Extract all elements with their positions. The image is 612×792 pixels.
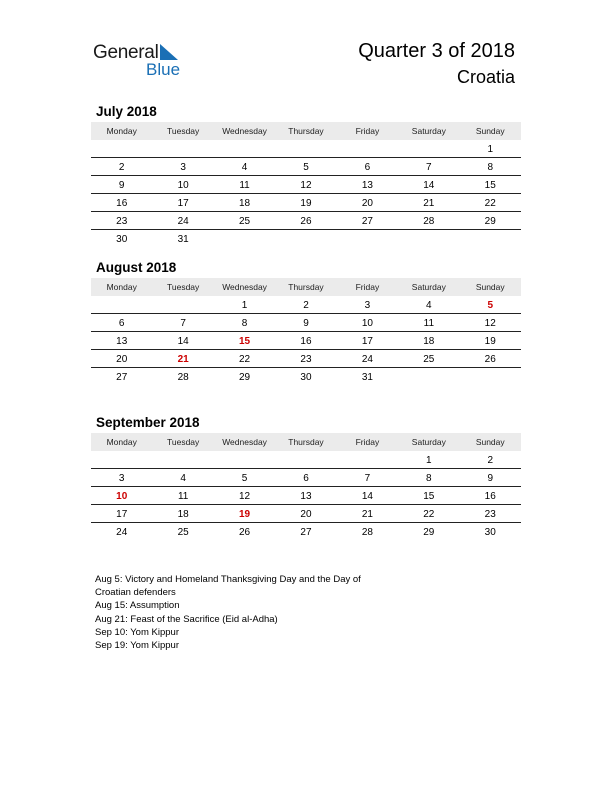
day-cell: 15: [423, 490, 435, 502]
day-cell: 7: [364, 472, 371, 484]
weekday-header: [91, 433, 521, 451]
week-row: [91, 231, 521, 247]
day-cell: 1: [426, 454, 432, 466]
day-cell: 15: [484, 179, 496, 191]
day-cell: 18: [423, 335, 435, 347]
day-cell: 30: [300, 371, 312, 383]
day-cell: 23: [484, 508, 496, 520]
holiday-note: Aug 15: Assumption: [95, 600, 180, 612]
day-cell: 27: [300, 526, 312, 538]
day-cell: 5: [303, 161, 309, 173]
day-cell: 6: [118, 317, 125, 329]
day-cell: 14: [361, 490, 373, 502]
weekday-label: Monday: [106, 126, 137, 136]
day-cell: 3: [118, 472, 125, 484]
day-cell: 22: [484, 197, 496, 209]
day-cell: 12: [484, 317, 496, 329]
day-cell: 22: [423, 508, 435, 520]
day-cell: 10: [177, 179, 189, 191]
weekday-label: Sunday: [475, 126, 505, 136]
day-cell: 29: [423, 526, 435, 538]
day-cell: 4: [426, 299, 432, 311]
holiday-note: Croatian defenders: [95, 587, 176, 599]
day-cell: 8: [426, 472, 432, 484]
week-row: [91, 195, 521, 212]
day-cell: 2: [487, 454, 494, 466]
weekday-label: Tuesday: [166, 126, 200, 136]
holiday-note: Sep 10: Yom Kippur: [95, 626, 179, 638]
week-row: [91, 524, 521, 540]
week-row: [91, 470, 521, 487]
day-cell: 9: [487, 472, 494, 484]
day-cell: 28: [423, 215, 435, 227]
logo-flag-icon: [160, 44, 178, 60]
month-august: [91, 260, 521, 385]
weekday-label: Saturday: [411, 282, 446, 292]
weekday-header: [91, 122, 521, 140]
day-cell: 16: [116, 197, 128, 209]
weekday-label: Sunday: [475, 282, 505, 292]
week-row: [91, 315, 521, 332]
day-cell: 11: [177, 490, 189, 502]
day-cell: 29: [484, 215, 496, 227]
day-cell: 24: [361, 353, 373, 365]
day-cell: 19: [300, 197, 312, 209]
day-cell: 19: [484, 335, 496, 347]
day-cell: 15: [238, 335, 251, 347]
day-cell: 31: [361, 371, 373, 383]
weekday-label: Monday: [106, 437, 137, 447]
day-cell: 4: [180, 472, 186, 484]
day-cell: 28: [177, 371, 189, 383]
day-cell: 7: [426, 161, 432, 173]
day-cell: 20: [361, 197, 373, 209]
day-cell: 27: [361, 215, 373, 227]
week-row: [91, 177, 521, 194]
day-cell: 9: [303, 317, 309, 329]
day-cell: 20: [116, 353, 128, 365]
holiday-note: Aug 21: Feast of the Sacrifice (Eid al-Adha): [95, 613, 278, 625]
month-july: [91, 104, 521, 247]
logo-blue-text: Blue: [146, 60, 181, 79]
day-cell: 6: [364, 161, 371, 173]
weekday-label: Saturday: [411, 437, 446, 447]
month-title: July 2018: [96, 104, 157, 119]
day-cell: 30: [116, 233, 128, 245]
day-cell: 13: [361, 179, 373, 191]
day-cell: 2: [303, 299, 309, 311]
day-cell: 14: [423, 179, 435, 191]
day-cell: 12: [300, 179, 312, 191]
day-cell: 21: [423, 197, 435, 209]
weekday-label: Saturday: [411, 126, 446, 136]
day-cell: 2: [118, 161, 125, 173]
month-september: [91, 415, 521, 540]
day-cell: 25: [423, 353, 435, 365]
weekday-header: [91, 278, 521, 296]
day-cell: 23: [300, 353, 312, 365]
day-cell: 11: [423, 317, 435, 329]
weekday-label: Thursday: [288, 126, 324, 136]
day-cell: 14: [177, 335, 189, 347]
week-row: [91, 351, 521, 368]
month-title: August 2018: [96, 260, 177, 275]
day-cell: 27: [116, 371, 128, 383]
day-cell: 24: [177, 215, 189, 227]
week-row: [91, 159, 521, 176]
day-cell: 16: [484, 490, 496, 502]
day-cell: 3: [364, 299, 371, 311]
weekday-label: Tuesday: [166, 282, 200, 292]
day-cell: 4: [241, 161, 248, 173]
country-name: Croatia: [456, 67, 515, 87]
weekday-label: Friday: [355, 437, 380, 447]
holiday-note: Aug 5: Victory and Homeland Thanksgiving Day and the Day of: [95, 574, 361, 585]
weekday-label: Wednesday: [222, 126, 267, 136]
day-cell: 1: [241, 299, 248, 311]
day-cell: 7: [180, 317, 186, 329]
week-row: [91, 369, 521, 385]
day-cell: 13: [300, 490, 312, 502]
day-cell: 16: [300, 335, 312, 347]
weekday-label: Thursday: [288, 282, 324, 292]
day-cell: 6: [303, 472, 309, 484]
day-cell: 5: [487, 299, 494, 311]
page-title: Quarter 3 of 2018: [358, 40, 515, 62]
weekday-label: Monday: [106, 282, 137, 292]
day-cell: 17: [116, 508, 128, 520]
day-cell: 3: [180, 161, 186, 173]
weekday-label: Thursday: [288, 437, 324, 447]
day-cell: 19: [238, 508, 251, 520]
weekday-label: Wednesday: [222, 282, 267, 292]
weekday-label: Friday: [355, 282, 380, 292]
weekday-label: Tuesday: [166, 437, 200, 447]
day-cell: 8: [487, 161, 494, 173]
day-cell: 20: [300, 508, 312, 520]
day-cell: 21: [361, 508, 373, 520]
day-cell: 25: [238, 215, 251, 227]
day-cell: 8: [241, 317, 248, 329]
logo-general-text: General: [93, 42, 159, 63]
day-cell: 9: [118, 179, 125, 191]
day-cell: 11: [239, 179, 250, 191]
week-row: [91, 488, 521, 505]
weekday-label: Wednesday: [222, 437, 267, 447]
day-cell: 28: [361, 526, 373, 538]
week-row: [91, 452, 521, 469]
week-row: [91, 333, 521, 350]
day-cell: 21: [177, 353, 189, 365]
day-cell: 10: [361, 317, 373, 329]
day-cell: 30: [484, 526, 496, 538]
weekday-label: Friday: [355, 126, 380, 136]
day-cell: 26: [238, 526, 251, 538]
day-cell: 18: [238, 197, 251, 209]
week-row: [91, 506, 521, 523]
day-cell: 17: [177, 197, 189, 209]
day-cell: 31: [177, 233, 189, 245]
day-cell: 1: [487, 143, 494, 155]
day-cell: 24: [116, 526, 128, 538]
day-cell: 23: [116, 215, 128, 227]
week-row: [91, 213, 521, 230]
day-cell: 29: [238, 371, 251, 383]
week-row: [91, 297, 521, 314]
day-cell: 17: [361, 335, 373, 347]
day-cell: 25: [177, 526, 189, 538]
day-cell: 26: [484, 353, 496, 365]
holiday-notes: [95, 573, 361, 652]
day-cell: 18: [177, 508, 189, 520]
day-cell: 12: [238, 490, 251, 502]
week-row: [91, 141, 521, 158]
month-title: September 2018: [96, 415, 200, 430]
day-cell: 5: [241, 472, 248, 484]
day-cell: 26: [300, 215, 312, 227]
day-cell: 10: [116, 490, 128, 502]
day-cell: 22: [238, 353, 251, 365]
logo: [93, 40, 193, 80]
day-cell: 13: [116, 335, 128, 347]
weekday-label: Sunday: [475, 437, 505, 447]
holiday-note: Sep 19: Yom Kippur: [95, 640, 179, 652]
